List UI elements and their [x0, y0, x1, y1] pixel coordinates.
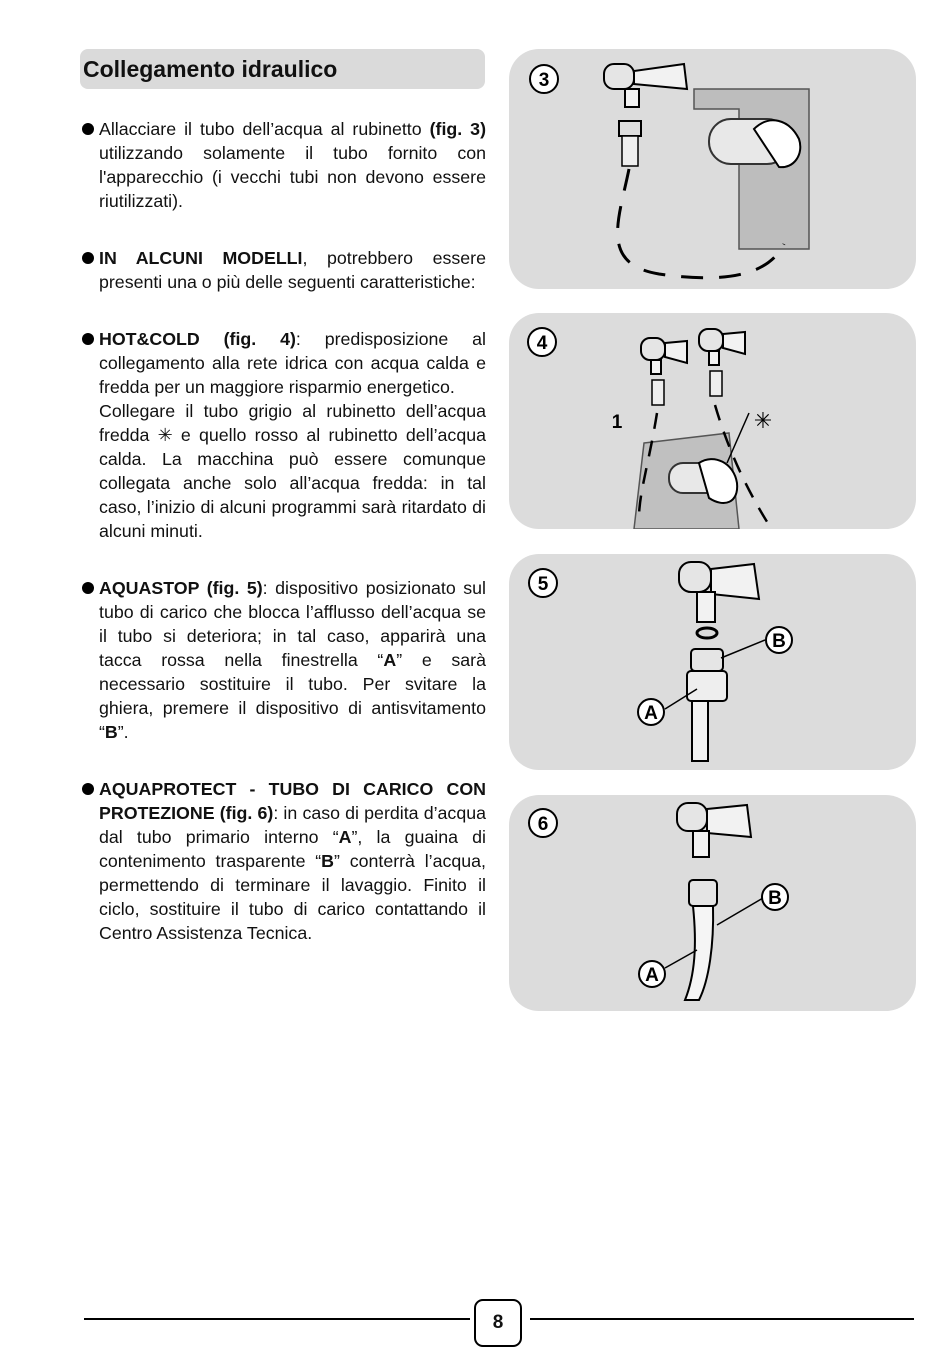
bullet-text: utilizzando solamente il tubo fornito con l'apparecchio (i vecchi tubi non devono essere riutilizzati). [99, 143, 486, 211]
bullet-text: ” conterrà l’acqua, permettendo di terminare il lavaggio. Finito il ciclo, sostituire il tubo di carico contattando il Centro Assistenza Tecnica. [99, 851, 486, 943]
figure-6-panel [509, 795, 916, 1011]
bullet-dot-icon [82, 252, 94, 264]
bullet-text: : in caso di perdita d’acqua dal tubo primario interno “ [99, 803, 486, 847]
section-title-bar [80, 49, 485, 89]
snowflake-icon: ✳ [753, 408, 773, 433]
bullet-heading: HOT&COLD (fig. 4) [99, 329, 296, 349]
label-ref: A [338, 827, 352, 847]
bullet-text: Collegare il tubo grigio al rubinetto dell’acqua fredda [99, 401, 486, 445]
label-a: A [644, 703, 658, 724]
label-a: A [645, 965, 659, 986]
bullet-aquastop [80, 576, 486, 744]
label-ref: A [383, 650, 397, 670]
figure-number: 5 [537, 574, 549, 595]
bullet-text: ”, la guaina di contenimento trasparente “ [99, 827, 487, 871]
snowflake-icon: ✳ [157, 425, 173, 445]
bullet-text: Allacciare il tubo dell’acqua al rubinetto [99, 119, 430, 139]
footer-rule-right [530, 1318, 914, 1320]
figure-5-panel [509, 554, 916, 770]
bullet-dot-icon [82, 582, 94, 594]
label-b: B [772, 631, 786, 652]
bullet-text: : dispositivo posizionato sul tubo di carico che blocca l’afflusso dell’acqua se il tubo si deteriora; in tal caso, apparirà una tacca rossa nella finestrella “ [99, 578, 486, 670]
footer-rule-left [84, 1318, 470, 1320]
section-title: Collegamento idraulico [83, 56, 338, 82]
figure-4-illustration [509, 313, 916, 529]
label-b: B [768, 888, 782, 909]
bullet-heading: IN ALCUNI MODELLI [99, 248, 303, 268]
fig-reference: (fig. 3) [429, 119, 486, 139]
label-ref: B [321, 851, 335, 871]
bullet-text: : predisposizione al collegamento alla rete idrica con acqua calda e fredda per un maggiore risparmio energetico. [99, 329, 486, 397]
figure-5-illustration [509, 554, 916, 770]
hose-label-1: 1 [611, 412, 623, 433]
bullet-hot-cold [80, 327, 486, 543]
bullet-dot-icon [82, 123, 94, 135]
bullet-dot-icon [82, 333, 94, 345]
figure-number: 4 [536, 333, 548, 354]
label-ref: B [104, 722, 118, 742]
bullet-heading: AQUAPROTECT - TUBO DI CARICO CON PROTEZIONE (fig. 6) [99, 779, 486, 823]
bullet-text: ”. [117, 722, 129, 742]
bullet-text: ” e sarà necessario sostituire il tubo. Per svitare la ghiera, premere il dispositivo di antisvitamento “ [99, 650, 486, 742]
figure-6-illustration [509, 795, 916, 1011]
figure-3-panel [509, 49, 916, 289]
instructions-column [80, 117, 486, 945]
figure-4-panel [509, 313, 916, 529]
bullet-dot-icon [82, 783, 94, 795]
bullet-heading: AQUASTOP (fig. 5) [99, 578, 263, 598]
figure-number: 6 [537, 814, 549, 835]
page-number: 8 [474, 1299, 522, 1347]
figure-3-illustration [509, 49, 916, 289]
bullet-text: , potrebbero essere presenti una o più delle seguenti caratteristiche: [99, 248, 486, 292]
figure-number: 3 [538, 70, 550, 91]
bullet-hose-connection [80, 117, 486, 213]
bullet-text: e quello rosso al rubinetto dell’acqua calda. La macchina può essere comunque collegata anche solo all’acqua fredda: in tal caso, l’inizio di alcuni programmi sarà ritardato di alcuni minuti. [99, 425, 486, 541]
bullet-aquaprotect [80, 777, 486, 945]
bullet-some-models [80, 246, 486, 294]
